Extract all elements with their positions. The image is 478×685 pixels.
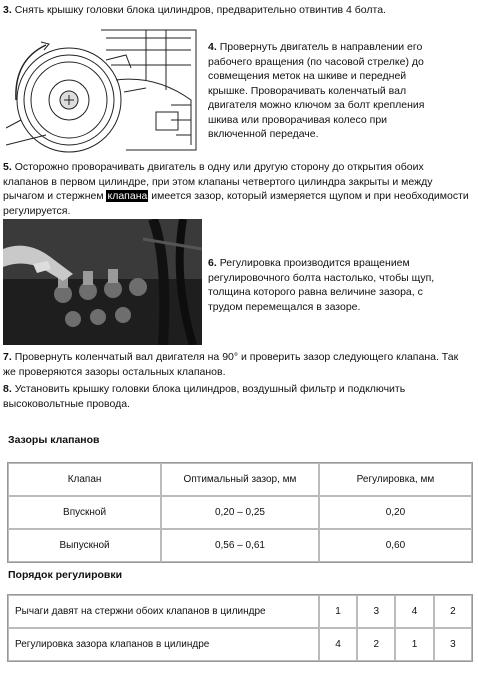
table-cell: 1 (319, 595, 357, 628)
table-cell: 0,56 – 0,61 (161, 529, 319, 562)
step-7 (3, 350, 473, 379)
table-row (8, 496, 472, 529)
clearances-heading: Зазоры клапанов (8, 434, 100, 446)
valve-adjustment-photo (3, 219, 202, 345)
table-cell: 2 (434, 595, 472, 628)
table-cell: Выпускной (8, 529, 161, 562)
engine-pulley-illustration (6, 20, 202, 155)
step-number: 5. (3, 161, 12, 173)
order-heading: Порядок регулировки (8, 569, 123, 581)
table-cell: 3 (434, 628, 472, 661)
table-cell: 2 (357, 628, 395, 661)
table-cell: 4 (319, 628, 357, 661)
step-number: 6. (208, 257, 217, 269)
step-number: 4. (208, 41, 217, 53)
adjustment-order-table (7, 594, 473, 662)
table-row-label: Регулировка зазора клапанов в цилиндре (8, 628, 319, 661)
table-cell: 0,60 (319, 529, 472, 562)
step-text: Установить крышку головки блока цилиндров, воздушный фильтр и подключить высоковольтные провода. (3, 383, 406, 410)
step-number: 8. (3, 383, 12, 395)
table-row (8, 595, 472, 628)
table-header-cell: Регулировка, мм (319, 463, 472, 496)
step-text: Снять крышку головки блока цилиндров, предварительно отвинтив 4 болта. (14, 4, 386, 16)
clearances-table (7, 462, 473, 563)
table-header-cell: Оптимальный зазор, мм (161, 463, 319, 496)
step-8 (3, 382, 469, 411)
step-text: Осторожно проворачивать двигатель в одну или другую сторону до открытия обоих клапанов в первом цилиндре, при этом клапаны четвертого цилиндра закрыты и между рычагом и стержнем (3, 161, 433, 202)
table-cell: 3 (357, 595, 395, 628)
table-cell: 4 (395, 595, 433, 628)
table-header-cell: Клапан (8, 463, 161, 496)
highlighted-word: клапана (107, 190, 148, 202)
step-text: Провернуть двигатель в направлении его рабочего вращения (по часовой стрелке) до совмещения меток на шкиве и передней крышке. Проворачивать коленчатый вал двигателя можно ключом за болт крепления шкива или проворачивая колесо при включенной передаче. (208, 41, 425, 140)
step-6 (208, 256, 453, 314)
step-number: 7. (3, 351, 12, 363)
table-row-label: Рычаги давят на стержни обоих клапанов в цилиндре (8, 595, 319, 628)
table-cell: 0,20 – 0,25 (161, 496, 319, 529)
step-text: Регулировка производится вращением регулировочного болта настолько, чтобы щуп, толщина которого равна величине зазора, с трудом перемещался в зазоре. (208, 257, 435, 313)
table-header-row (8, 463, 472, 496)
table-row (8, 529, 472, 562)
step-4 (208, 40, 446, 142)
step-3 (3, 3, 473, 18)
step-text-continued: имеется зазор, который измеряется щупом и при необходимости регулируется. (3, 190, 469, 217)
table-cell: 1 (395, 628, 433, 661)
table-row (8, 628, 472, 661)
table-cell: 0,20 (319, 496, 472, 529)
step-text: Провернуть коленчатый вал двигателя на 90° и проверить зазор следующего клапана. Так же проверяются зазоры остальных клапанов. (3, 351, 459, 378)
step-number: 3. (3, 4, 12, 16)
table-cell: Впускной (8, 496, 161, 529)
step-5 (3, 160, 469, 218)
